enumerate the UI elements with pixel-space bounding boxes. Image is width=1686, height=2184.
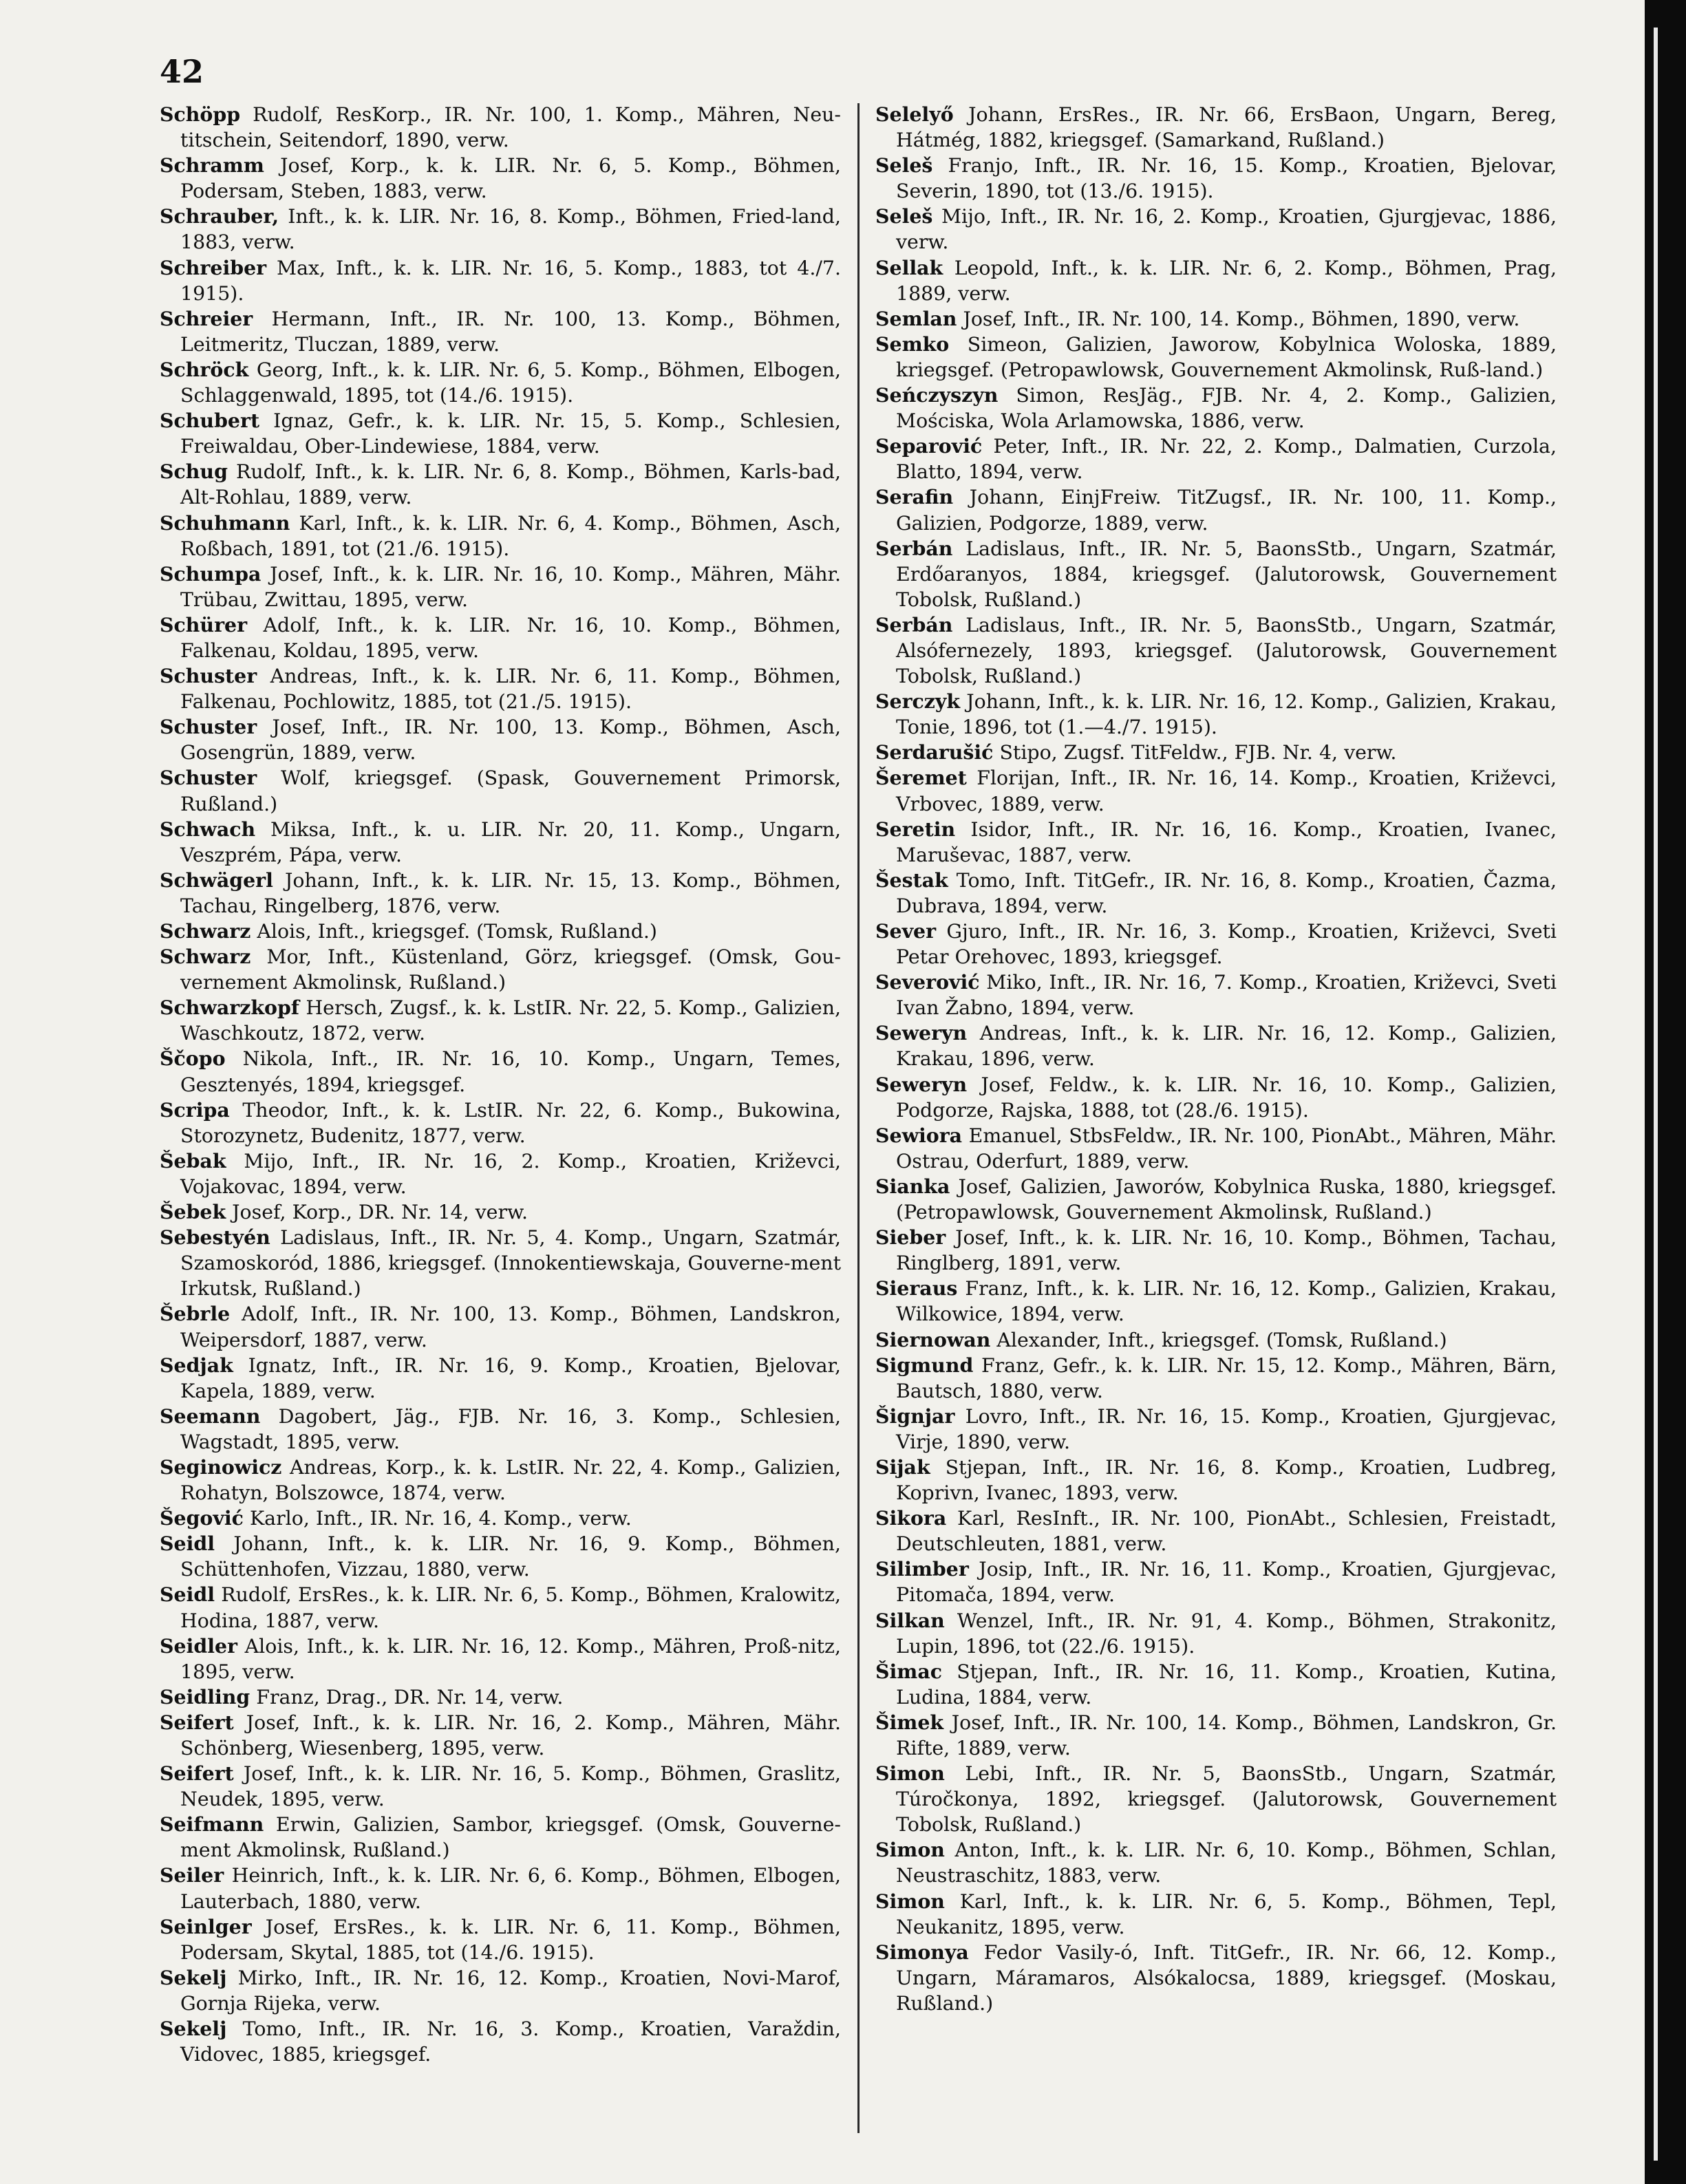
entry-surname: Silimber — [875, 1557, 969, 1581]
entry-surname: Schreier — [160, 306, 253, 330]
entry-surname: Seweryn — [875, 1072, 968, 1096]
entry-details: Theodor, Inft., k. k. LstIR. Nr. 22, 6. Komp., Bukowina, Storozynetz, Budenitz, 1877, verw. — [180, 1098, 841, 1147]
list-entry — [160, 1582, 841, 1633]
entry-details: Fedor Vasily-ó, Inft. TitGefr., IR. Nr. 66, 12. Komp., Ungarn, Máramaros, Alsókalocsa, 1889, kriegsgef. (Moskau, Rußland.) — [896, 1940, 1557, 2015]
list-entry — [875, 1404, 1557, 1455]
entry-surname: Seiler — [160, 1863, 224, 1887]
entry-surname: Seemann — [160, 1404, 261, 1428]
entry-details: Karl, Inft., k. k. LIR. Nr. 6, 5. Komp., Böhmen, Tepl, Neukanitz, 1895, verw. — [896, 1889, 1557, 1938]
list-entry — [875, 1889, 1557, 1940]
entry-details: Wenzel, Inft., IR. Nr. 91, 4. Komp., Böhmen, Strakonitz, Lupin, 1896, tot (22./6. 1915). — [896, 1609, 1557, 1658]
entry-surname: Sikora — [875, 1506, 947, 1530]
entry-surname: Selelyő — [875, 103, 954, 126]
list-entry — [160, 1199, 841, 1225]
entry-surname: Šignjar — [875, 1404, 955, 1428]
entry-details: Mirko, Inft., IR. Nr. 16, 12. Komp., Kroatien, Novi-Marof, Gornja Rijeka, verw. — [180, 1966, 841, 2015]
entry-details: Inft., k. k. LIR. Nr. 16, 8. Komp., Böhmen, Fried-land, 1883, verw. — [180, 205, 841, 254]
entry-surname: Sieber — [875, 1225, 946, 1250]
entry-surname: Schwarz — [160, 945, 251, 969]
entry-surname: Sebestyén — [160, 1225, 270, 1250]
entry-surname: Sever — [875, 919, 937, 943]
entry-surname: Schreiber — [160, 255, 267, 279]
entry-surname: Schöpp — [160, 103, 241, 126]
list-entry — [160, 1148, 841, 1199]
right-column — [875, 102, 1557, 2016]
list-entry — [160, 1098, 841, 1148]
entry-surname: Seńczyszyn — [875, 383, 999, 407]
list-entry — [875, 536, 1557, 612]
entry-surname: Siernowan — [875, 1327, 991, 1351]
entry-details: Josef, Galizien, Jaworów, Kobylnica Ruska, 1880, kriegsgef. (Petropawlowsk, Gouvernement Akmolinsk, Rußland.) — [896, 1175, 1557, 1224]
list-entry — [160, 511, 841, 561]
entry-details: Tomo, Inft. TitGefr., IR. Nr. 16, 8. Komp., Kroatien, Čazma, Dubrava, 1894, verw. — [896, 868, 1557, 917]
list-entry — [160, 1812, 841, 1863]
entry-details: Alois, Inft., k. k. LIR. Nr. 16, 12. Komp., Mähren, Proß-nitz, 1895, verw. — [180, 1634, 841, 1683]
entry-details: Stjepan, Inft., IR. Nr. 16, 8. Komp., Kroatien, Ludbreg, Koprivn, Ivanec, 1893, verw. — [896, 1455, 1557, 1505]
list-entry — [160, 995, 841, 1046]
entry-surname: Ščopo — [160, 1047, 226, 1071]
entry-surname: Schrauber, — [160, 204, 279, 228]
entry-details: Lebi, Inft., IR. Nr. 5, BaonsStb., Ungarn, Szatmár, Túročkonya, 1892, kriegsgef. (Jalutorowsk, Gouvernement Tobolsk, Rußland.) — [896, 1762, 1557, 1837]
entry-surname: Seidler — [160, 1634, 238, 1658]
entry-surname: Simonya — [875, 1940, 969, 1964]
list-entry — [160, 306, 841, 357]
list-entry — [875, 919, 1557, 970]
entry-surname: Sedjak — [160, 1353, 233, 1377]
entry-details: Gjuro, Inft., IR. Nr. 16, 3. Komp., Kroatien, Križevci, Sveti Petar Orehovec, 1893, kriegsgef. — [896, 920, 1557, 969]
entry-surname: Sigmund — [875, 1353, 974, 1377]
entry-details: Adolf, Inft., IR. Nr. 100, 13. Komp., Böhmen, Landskron, Weipersdorf, 1887, verw. — [180, 1303, 841, 1351]
entry-surname: Schuster — [160, 664, 257, 688]
list-entry — [160, 1353, 841, 1404]
entry-surname: Seweryn — [875, 1021, 968, 1045]
list-entry — [160, 1634, 841, 1684]
list-entry — [160, 1684, 841, 1710]
entry-details: Hersch, Zugsf., k. k. LstIR. Nr. 22, 5. Komp., Galizien, Waschkoutz, 1872, verw. — [180, 996, 841, 1045]
entry-details: Karl, Inft., k. k. LIR. Nr. 6, 4. Komp., Böhmen, Asch, Roßbach, 1891, tot (21./6. 1915). — [180, 511, 841, 560]
list-entry — [875, 1123, 1557, 1174]
list-entry — [875, 817, 1557, 868]
entry-surname: Šeremet — [875, 766, 967, 790]
entry-details: Andreas, Inft., k. k. LIR. Nr. 16, 12. Komp., Galizien, Krakau, 1896, verw. — [896, 1022, 1557, 1071]
entry-details: Ladislaus, Inft., IR. Nr. 5, BaonsStb., Ungarn, Szatmár, Alsófernezely, 1893, kriegsgef. (Jalutorowsk, Gouvernement Tobolsk, Rußland.) — [896, 613, 1557, 688]
entry-details: Johann, EinjFreiw. TitZugsf., IR. Nr. 100, 11. Komp., Galizien, Podgorze, 1889, verw. — [896, 486, 1557, 535]
entry-details: Franz, Inft., k. k. LIR. Nr. 16, 12. Komp., Galizien, Krakau, Wilkowice, 1894, verw. — [896, 1277, 1557, 1326]
list-entry — [160, 1046, 841, 1097]
list-entry — [875, 740, 1557, 765]
entry-surname: Seginowicz — [160, 1455, 282, 1479]
list-entry — [875, 1940, 1557, 2016]
list-entry — [160, 408, 841, 459]
list-entry — [875, 332, 1557, 383]
list-entry — [160, 357, 841, 408]
entry-details: Georg, Inft., k. k. LIR. Nr. 6, 5. Komp., Böhmen, Elbogen, Schlaggenwald, 1895, tot (14./6. 1915). — [180, 358, 841, 407]
list-entry — [875, 1556, 1557, 1607]
list-entry — [875, 1710, 1557, 1761]
entry-details: Alexander, Inft., kriegsgef. (Tomsk, Rußland.) — [990, 1328, 1447, 1351]
entry-details: Simeon, Galizien, Jaworow, Kobylnica Woloska, 1889, kriegsgef. (Petropawlowsk, Gouvernement Akmolinsk, Ruß-land.) — [896, 332, 1557, 381]
list-entry — [875, 970, 1557, 1020]
entry-surname: Sekelj — [160, 2017, 227, 2041]
entry-details: Peter, Inft., IR. Nr. 22, 2. Komp., Dalmatien, Curzola, Blatto, 1894, verw. — [896, 435, 1557, 484]
list-entry — [160, 612, 841, 663]
entry-details: Emanuel, StbsFeldw., IR. Nr. 100, PionAbt., Mähren, Mähr. Ostrau, Oderfurt, 1889, verw. — [896, 1124, 1557, 1173]
entry-surname: Semko — [875, 332, 950, 356]
list-entry — [160, 765, 841, 816]
entry-details: Heinrich, Inft., k. k. LIR. Nr. 6, 6. Komp., Böhmen, Elbogen, Lauterbach, 1880, verw. — [180, 1864, 841, 1913]
entry-surname: Schramm — [160, 153, 264, 178]
entry-surname: Simon — [875, 1889, 945, 1913]
entry-details: Ignatz, Inft., IR. Nr. 16, 9. Komp., Kroatien, Bjelovar, Kapela, 1889, verw. — [180, 1353, 841, 1402]
entry-surname: Simon — [875, 1838, 945, 1862]
entry-details: Erwin, Galizien, Sambor, kriegsgef. (Omsk, Gouverne-ment Akmolinsk, Rußland.) — [180, 1813, 841, 1862]
left-column — [160, 102, 841, 2067]
entry-surname: Schug — [160, 460, 228, 484]
entry-details: Nikola, Inft., IR. Nr. 16, 10. Komp., Ungarn, Temes, Gesztenyés, 1894, kriegsgef. — [180, 1047, 841, 1096]
entry-surname: Sewiora — [875, 1123, 963, 1147]
list-entry — [875, 433, 1557, 484]
entry-surname: Schwägerl — [160, 868, 273, 892]
scan-edge-line — [1654, 28, 1658, 2161]
entry-surname: Schuhmann — [160, 511, 290, 535]
entry-surname: Šimac — [875, 1659, 943, 1683]
entry-surname: Schubert — [160, 409, 260, 433]
list-entry — [160, 1531, 841, 1582]
entry-details: Isidor, Inft., IR. Nr. 16, 16. Komp., Kroatien, Ivanec, Maruševac, 1887, verw. — [896, 817, 1557, 866]
entry-details: Josef, Inft., IR. Nr. 100, 13. Komp., Böhmen, Asch, Gosengrün, 1889, verw. — [180, 716, 841, 764]
entry-details: Josef, Inft., IR. Nr. 100, 14. Komp., Böhmen, 1890, verw. — [957, 307, 1520, 330]
list-entry — [160, 1761, 841, 1812]
entry-surname: Serafin — [875, 485, 954, 509]
entry-surname: Schuster — [160, 766, 257, 790]
list-entry — [875, 1174, 1557, 1225]
list-entry — [875, 765, 1557, 816]
entry-surname: Serbán — [875, 536, 953, 560]
entry-details: Josef, Korp., DR. Nr. 14, verw. — [226, 1201, 529, 1224]
entry-details: Rudolf, ErsRes., k. k. LIR. Nr. 6, 5. Komp., Böhmen, Kralowitz, Hodina, 1887, verw. — [180, 1583, 841, 1632]
entry-surname: Schröck — [160, 357, 249, 381]
entry-surname: Seleš — [875, 153, 933, 178]
list-entry — [875, 1837, 1557, 1888]
entry-surname: Schumpa — [160, 561, 262, 586]
entry-details: Josef, Korp., k. k. LIR. Nr. 6, 5. Komp., Böhmen, Podersam, Steben, 1883, verw. — [180, 154, 841, 203]
entry-details: Hermann, Inft., IR. Nr. 100, 13. Komp., Böhmen, Leitmeritz, Tluczan, 1889, verw. — [180, 307, 841, 356]
list-entry — [875, 1276, 1557, 1327]
list-entry — [875, 204, 1557, 255]
list-entry — [160, 919, 841, 944]
list-entry — [160, 663, 841, 714]
page-number: 42 — [160, 53, 204, 90]
list-entry — [875, 689, 1557, 740]
entry-surname: Šebak — [160, 1148, 226, 1173]
entry-surname: Scripa — [160, 1098, 230, 1122]
entry-surname: Schwarz — [160, 919, 251, 943]
list-entry — [875, 1455, 1557, 1506]
entry-details: Anton, Inft., k. k. LIR. Nr. 6, 10. Komp., Böhmen, Schlan, Neustraschitz, 1883, verw. — [896, 1839, 1557, 1887]
entry-details: Franjo, Inft., IR. Nr. 16, 15. Komp., Kroatien, Bjelovar, Severin, 1890, tot (13./6. 1915). — [896, 154, 1557, 203]
entry-details: Johann, Inft., k. k. LIR. Nr. 16, 9. Komp., Böhmen, Schüttenhofen, Vizzau, 1880, verw. — [180, 1532, 841, 1581]
list-entry — [875, 484, 1557, 535]
list-entry — [160, 1863, 841, 1914]
entry-details: Josef, Inft., k. k. LIR. Nr. 16, 2. Komp., Mähren, Mähr. Schönberg, Wiesenberg, 1895, verw. — [180, 1711, 841, 1759]
list-entry — [160, 2016, 841, 2067]
list-entry — [875, 1761, 1557, 1837]
list-entry — [875, 1353, 1557, 1404]
entry-surname: Seidling — [160, 1684, 250, 1709]
list-entry — [875, 612, 1557, 689]
list-entry — [875, 1072, 1557, 1123]
entry-details: Andreas, Korp., k. k. LstIR. Nr. 22, 4. Komp., Galizien, Rohatyn, Bolszowce, 1874, verw. — [180, 1455, 841, 1505]
list-entry — [875, 1020, 1557, 1071]
entry-details: Johann, Inft., k. k. LIR. Nr. 16, 12. Komp., Galizien, Krakau, Tonie, 1896, tot (1.—4./7. 1915). — [896, 690, 1557, 739]
list-entry — [160, 1301, 841, 1352]
entry-details: Lovro, Inft., IR. Nr. 16, 15. Komp., Kroatien, Gjurgjevac, Virje, 1890, verw. — [896, 1404, 1557, 1453]
entry-details: Johann, ErsRes., IR. Nr. 66, ErsBaon, Ungarn, Bereg, Hátmég, 1882, kriegsgef. (Samarkand, Rußland.) — [896, 103, 1557, 152]
list-entry — [160, 1914, 841, 1965]
entry-surname: Simon — [875, 1762, 945, 1786]
entry-details: Karlo, Inft., IR. Nr. 16, 4. Komp., verw. — [243, 1507, 632, 1530]
entry-surname: Sijak — [875, 1455, 930, 1479]
list-entry — [875, 102, 1557, 153]
entry-surname: Seidl — [160, 1583, 215, 1607]
entry-details: Tomo, Inft., IR. Nr. 16, 3. Komp., Kroatien, Varaždin, Vidovec, 1885, kriegsgef. — [180, 2017, 841, 2066]
entry-surname: Severović — [875, 970, 980, 994]
entry-details: Ladislaus, Inft., IR. Nr. 5, 4. Komp., Ungarn, Szatmár, Szamoskoród, 1886, kriegsgef. (Innokentiewskaja, Gouverne-ment Irkutsk, Rußland.) — [180, 1226, 841, 1300]
entry-details: Rudolf, Inft., k. k. LIR. Nr. 6, 8. Komp., Böhmen, Karls-bad, Alt-Rohlau, 1889, verw. — [180, 460, 841, 509]
entry-details: Alois, Inft., kriegsgef. (Tomsk, Rußland.) — [250, 920, 658, 943]
entry-details: Rudolf, ResKorp., IR. Nr. 100, 1. Komp., Mähren, Neu-titschein, Seitendorf, 1890, verw. — [180, 103, 841, 152]
entry-details: Wolf, kriegsgef. (Spask, Gouvernement Primorsk, Rußland.) — [180, 767, 841, 815]
column-divider — [857, 103, 860, 2133]
entry-details: Josef, ErsRes., k. k. LIR. Nr. 6, 11. Komp., Böhmen, Podersam, Skytal, 1885, tot (14./6. 1915). — [180, 1915, 841, 1964]
entry-surname: Seifert — [160, 1710, 234, 1734]
entry-details: Stipo, Zugsf. TitFeldw., FJB. Nr. 4, verw. — [993, 741, 1397, 764]
entry-surname: Seleš — [875, 204, 933, 228]
entry-details: Josef, Inft., IR. Nr. 100, 14. Komp., Böhmen, Landskron, Gr. Rifte, 1889, verw. — [896, 1711, 1557, 1759]
entry-details: Mor, Inft., Küstenland, Görz, kriegsgef. (Omsk, Gou-vernement Akmolinsk, Rußland.) — [180, 945, 841, 994]
list-entry — [160, 1455, 841, 1506]
entry-surname: Silkan — [875, 1608, 945, 1632]
entry-details: Adolf, Inft., k. k. LIR. Nr. 16, 10. Komp., Böhmen, Falkenau, Koldau, 1895, verw. — [180, 613, 841, 662]
entry-surname: Šebek — [160, 1200, 226, 1224]
entry-surname: Seretin — [875, 817, 956, 841]
entry-details: Josef, Inft., k. k. LIR. Nr. 16, 10. Komp., Mähren, Mähr. Trübau, Zwittau, 1895, verw. — [180, 562, 841, 611]
list-entry — [160, 561, 841, 612]
entry-details: Josip, Inft., IR. Nr. 16, 11. Komp., Kroatien, Gjurgjevac, Pitomača, 1894, verw. — [896, 1558, 1557, 1607]
entry-details: Mijo, Inft., IR. Nr. 16, 2. Komp., Kroatien, Gjurgjevac, 1886, verw. — [896, 205, 1557, 254]
entry-details: Leopold, Inft., k. k. LIR. Nr. 6, 2. Komp., Böhmen, Prag, 1889, verw. — [896, 256, 1557, 305]
entry-surname: Schwarzkopf — [160, 996, 300, 1020]
entry-details: Mijo, Inft., IR. Nr. 16, 2. Komp., Kroatien, Križevci, Vojakovac, 1894, verw. — [180, 1149, 841, 1198]
scan-edge — [1645, 0, 1686, 2184]
entry-surname: Semlan — [875, 306, 957, 330]
entry-surname: Seifert — [160, 1762, 234, 1786]
list-entry — [875, 153, 1557, 204]
entry-details: Ladislaus, Inft., IR. Nr. 5, BaonsStb., Ungarn, Szatmár, Erdőaranyos, 1884, kriegsgef. (Jalutorowsk, Gouvernement Tobolsk, Rußland.) — [896, 537, 1557, 611]
entry-surname: Sekelj — [160, 1965, 227, 1989]
list-entry — [875, 1327, 1557, 1353]
entry-details: Simon, ResJäg., FJB. Nr. 4, 2. Komp., Galizien, Mościska, Wola Arlamowska, 1886, verw. — [896, 384, 1557, 433]
entry-details: Miko, Inft., IR. Nr. 16, 7. Komp., Kroatien, Križevci, Sveti Ivan Žabno, 1894, verw. — [896, 971, 1557, 1020]
entry-details: Franz, Drag., DR. Nr. 14, verw. — [250, 1685, 564, 1709]
entry-details: Florijan, Inft., IR. Nr. 16, 14. Komp., Kroatien, Križevci, Vrbovec, 1889, verw. — [896, 767, 1557, 815]
list-entry — [160, 944, 841, 995]
entry-details: Karl, ResInft., IR. Nr. 100, PionAbt., Schlesien, Freistadt, Deutschleuten, 1881, verw. — [896, 1507, 1557, 1556]
entry-details: Johann, Inft., k. k. LIR. Nr. 15, 13. Komp., Böhmen, Tachau, Ringelberg, 1876, verw. — [180, 868, 841, 917]
list-entry — [160, 204, 841, 255]
list-entry — [875, 1225, 1557, 1276]
entry-surname: Šebrle — [160, 1302, 231, 1326]
list-entry — [875, 868, 1557, 919]
entry-surname: Šimek — [875, 1710, 944, 1734]
entry-surname: Serbán — [875, 612, 953, 636]
entry-surname: Seinlger — [160, 1914, 252, 1938]
entry-surname: Serczyk — [875, 689, 961, 714]
entry-details: Miksa, Inft., k. u. LIR. Nr. 20, 11. Komp., Ungarn, Veszprém, Pápa, verw. — [180, 817, 841, 866]
entry-surname: Separović — [875, 434, 983, 458]
list-entry — [160, 714, 841, 765]
entry-details: Josef, Inft., k. k. LIR. Nr. 16, 10. Komp., Böhmen, Tachau, Ringlberg, 1891, verw. — [896, 1226, 1557, 1275]
entry-surname: Seifmann — [160, 1812, 264, 1837]
entry-surname: Serdarušić — [875, 740, 994, 764]
entry-surname: Schuster — [160, 715, 257, 739]
list-entry — [875, 255, 1557, 306]
list-entry — [875, 1506, 1557, 1556]
entry-details: Max, Inft., k. k. LIR. Nr. 16, 5. Komp., 1883, tot 4./7. 1915). — [180, 256, 841, 305]
entry-details: Andreas, Inft., k. k. LIR. Nr. 6, 11. Komp., Böhmen, Falkenau, Pochlowitz, 1885, tot (21./5. 1915). — [180, 665, 841, 714]
list-entry — [160, 102, 841, 153]
entry-surname: Schürer — [160, 612, 248, 636]
entry-details: Josef, Feldw., k. k. LIR. Nr. 16, 10. Komp., Galizien, Podgorze, Rajska, 1888, tot (28./6. 1915). — [896, 1073, 1557, 1122]
list-entry — [875, 383, 1557, 433]
list-entry — [160, 1225, 841, 1301]
list-entry — [160, 817, 841, 868]
entry-details: Franz, Gefr., k. k. LIR. Nr. 15, 12. Komp., Mähren, Bärn, Bautsch, 1880, verw. — [896, 1353, 1557, 1402]
list-entry — [160, 153, 841, 204]
list-entry — [160, 255, 841, 306]
entry-details: Josef, Inft., k. k. LIR. Nr. 16, 5. Komp., Böhmen, Graslitz, Neudek, 1895, verw. — [180, 1762, 841, 1811]
list-entry — [160, 1404, 841, 1455]
list-entry — [160, 1710, 841, 1761]
entry-surname: Schwach — [160, 817, 256, 841]
entry-surname: Šestak — [875, 868, 948, 892]
entry-surname: Šegović — [160, 1506, 244, 1530]
entry-details: Dagobert, Jäg., FJB. Nr. 16, 3. Komp., Schlesien, Wagstadt, 1895, verw. — [180, 1404, 841, 1453]
list-entry — [160, 1965, 841, 2016]
list-entry — [160, 459, 841, 510]
list-entry — [160, 1506, 841, 1531]
list-entry — [875, 306, 1557, 332]
entry-surname: Sianka — [875, 1174, 950, 1198]
list-entry — [160, 868, 841, 919]
entry-surname: Seidl — [160, 1532, 215, 1556]
entry-surname: Sieraus — [875, 1276, 958, 1300]
list-entry — [875, 1608, 1557, 1659]
list-entry — [875, 1659, 1557, 1710]
entry-surname: Sellak — [875, 255, 943, 279]
entry-details: Ignaz, Gefr., k. k. LIR. Nr. 15, 5. Komp., Schlesien, Freiwaldau, Ober-Lindewiese, 1884, verw. — [180, 409, 841, 458]
entry-details: Stjepan, Inft., IR. Nr. 16, 11. Komp., Kroatien, Kutina, Ludina, 1884, verw. — [896, 1660, 1557, 1709]
